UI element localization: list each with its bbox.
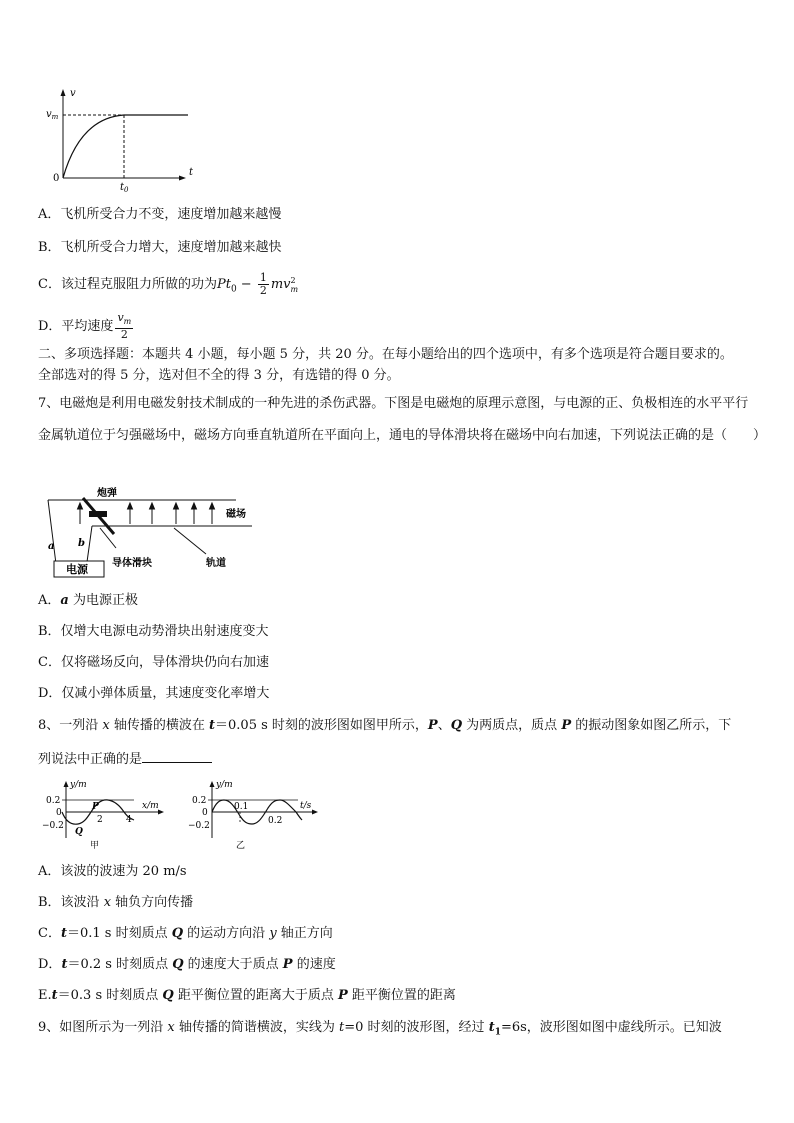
- section2-line2: 全部选对的得 5 分，选对但不全的得 3 分，有选错的得 0 分。: [38, 368, 400, 383]
- yi-xlabel: t/s: [300, 801, 312, 811]
- jia-caption: 甲: [90, 841, 100, 850]
- terminal-a-label: a: [48, 541, 55, 552]
- q7-option-a: A．a 为电源正极: [38, 593, 138, 608]
- jia-xlabel: x/m: [142, 801, 159, 811]
- jia-x4: 4: [126, 815, 132, 825]
- yi-y-bot: −0.2: [188, 821, 210, 831]
- jia-x2: 2: [97, 815, 103, 825]
- wave-graph-jia: [40, 778, 170, 850]
- yi-caption: 乙: [236, 841, 246, 850]
- v-axis-label: v: [70, 88, 76, 99]
- vibration-graph-yi: [188, 778, 323, 850]
- svg-text:vm: [46, 109, 59, 121]
- q8-option-e: E.t＝0.3 s 时刻质点 Q 距平衡位置的距离大于质点 P 距平衡位置的距离: [38, 988, 456, 1003]
- q7-option-c: C．仅将磁场反向，导体滑块仍向右加速: [38, 655, 269, 670]
- q8-option-b: B．该波沿 x 轴负方向传播: [38, 895, 194, 910]
- t-axis-label: t: [189, 167, 194, 178]
- jia-ylabel: y/m: [70, 780, 87, 790]
- q6-option-c: C．该过程克服阻力所做的功为$Pt_0$ − $\frac{1}{2}$ mv 2 m: [38, 271, 299, 297]
- velocity-time-graph: [40, 86, 200, 194]
- origin-label: 0: [53, 173, 60, 184]
- rail-label: 轨道: [206, 558, 226, 569]
- q6-option-b: B．飞机所受合力增大，速度增加越来越快: [38, 240, 282, 255]
- terminal-b-label: b: [78, 538, 85, 549]
- vm-label: v: [46, 109, 52, 120]
- yi-ylabel: y/m: [216, 780, 233, 790]
- vm-sub: m: [51, 113, 59, 121]
- yi-y-top: 0.2: [192, 796, 207, 806]
- yi-y-zero: 0: [202, 808, 208, 818]
- q8-stem-line1: 8、一列沿 x 轴传播的横波在 t＝0.05 s 时刻的波形图如图甲所示，P、Q 为两质点，质点 P 的振动图象如图乙所示，下: [38, 718, 732, 733]
- t0-sub: 0: [124, 186, 129, 194]
- q6-option-a: A．飞机所受合力不变，速度增加越来越慢: [38, 207, 282, 222]
- power-source-label: 电源: [66, 563, 88, 576]
- jia-y-bot: −0.2: [42, 821, 64, 831]
- q6-option-d: D．平均速度 $\frac{v_m}{2}$: [38, 311, 132, 342]
- q7-option-d: D．仅减小弹体质量，其速度变化率增大: [38, 686, 270, 701]
- t0-label: t: [120, 182, 125, 193]
- yi-t2: 0.2: [268, 816, 283, 826]
- jia-q-label: Q: [75, 827, 83, 837]
- railgun-diagram: [40, 486, 260, 578]
- q8-option-c: C．t＝0.1 s 时刻质点 Q 的运动方向沿 y 轴正方向: [38, 926, 333, 941]
- q9-stem: 9、如图所示为一列沿 x 轴传播的简谐横波，实线为 t=0 时刻的波形图，经过 $t_1=6s$，波形图如图中虚线所示。已知波: [38, 1020, 722, 1038]
- jia-y-zero: 0: [56, 808, 62, 818]
- q7-option-b: B．仅增大电源电动势滑块出射速度变大: [38, 624, 269, 639]
- shell-label: 炮弹: [97, 488, 117, 499]
- q7-stem: 7、电磁炮是利用电磁发射技术制成的一种先进的杀伤武器。下图是电磁炮的原理示意图，与电源的正、负极相连的水平平行金属轨道位于匀强磁场中，磁场方向垂直轨道所在平面向上，通电的导体滑块将在磁场中向右加速，下列说法正确的是（ ）: [38, 396, 767, 443]
- jia-y-top: 0.2: [46, 796, 61, 806]
- field-label: 磁场: [226, 509, 246, 520]
- svg-text:t0: [120, 182, 129, 194]
- jia-p-label: P: [92, 802, 99, 812]
- section2-line1: 二、多项选择题：本题共 4 小题，每小题 5 分，共 20 分。在每小题给出的四个选项中，有多个选项是符合题目要求的。: [38, 347, 733, 362]
- q8-option-d: D．t＝0.2 s 时刻质点 Q 的速度大于质点 P 的速度: [38, 957, 336, 972]
- yi-t1: 0.1: [234, 802, 249, 812]
- slider-label: 导体滑块: [112, 558, 152, 569]
- q8-option-a: A．该波的波速为 20 m/s: [38, 864, 187, 879]
- q8-stem-line2: 列说法中正确的是: [38, 750, 212, 768]
